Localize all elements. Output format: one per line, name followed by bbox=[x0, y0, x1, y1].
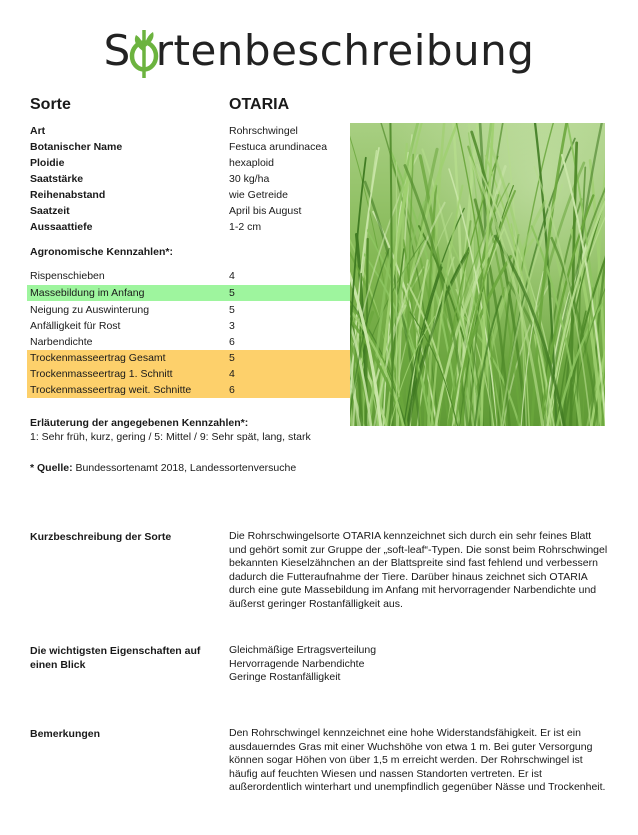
source-note bbox=[30, 462, 296, 474]
source-text: Bundessortenamt 2018, Landessortenversuche bbox=[72, 462, 297, 474]
agronomic-key: Neigung zu Auswinterung bbox=[30, 304, 150, 316]
text-line: häufig auf feuchten Wiesen und nassen Standorten vertreten. Er ist bbox=[229, 767, 542, 780]
meta-key: Aussaattiefe bbox=[30, 221, 93, 233]
text-line: Die Rohrschwingelsorte OTARIA kennzeichnet sich durch ein sehr feines Blatt bbox=[229, 530, 592, 542]
agronomic-key: Narbendichte bbox=[30, 336, 93, 348]
agronomic-value: 4 bbox=[229, 368, 235, 380]
agronomic-value: 6 bbox=[229, 384, 235, 396]
section-text-short-description bbox=[229, 530, 631, 612]
text-line: und gehört somit zur Gruppe der „soft-leaf“-Typen. Die sonst beim Rohrschwingel bbox=[229, 543, 608, 556]
meta-row-art bbox=[0, 125, 350, 141]
logo-text-end: rtenbeschreibung bbox=[155, 26, 535, 75]
agronomic-value: 5 bbox=[229, 287, 235, 299]
meta-value: April bis August bbox=[229, 205, 302, 217]
text-line: ausdauerndes Gras mit einer Wuchshöhe von etwa 1 m. Bei guter Versorgung bbox=[229, 740, 593, 753]
agronomic-key: Anfälligkeit für Rost bbox=[30, 320, 121, 332]
text-line: Hervorragende Narbendichte bbox=[229, 657, 365, 670]
agronomic-row-highlight-orange bbox=[27, 366, 350, 382]
agronomic-row-highlight-orange bbox=[27, 350, 350, 366]
agronomic-row-highlight-orange bbox=[27, 382, 350, 398]
meta-row-ploidy bbox=[0, 157, 350, 173]
meta-row-sowing-time bbox=[0, 205, 350, 221]
variety-label: Sorte bbox=[30, 96, 71, 113]
agronomic-key: Trockenmasseertrag 1. Schnitt bbox=[30, 368, 173, 380]
section-text-remarks bbox=[229, 727, 631, 795]
meta-value: Festuca arundinacea bbox=[229, 141, 328, 153]
meta-value: hexaploid bbox=[229, 157, 274, 169]
logo-text-start: S bbox=[103, 26, 131, 75]
meta-key: Art bbox=[30, 125, 46, 137]
section-title-key-properties: Die wichtigsten Eigenschaften auf einen Blick bbox=[30, 645, 201, 671]
variety-name: OTARIA bbox=[229, 96, 290, 113]
text-line: äußerst geringer Rostanfälligkeit aus. bbox=[229, 597, 403, 610]
logo-plant-icon bbox=[131, 38, 156, 68]
agronomic-row bbox=[27, 268, 350, 284]
text-line: Den Rohrschwingel kennzeichnet eine hohe Widerstandsfähigkeit. Er ist ein bbox=[229, 727, 581, 739]
text-line: dadurch die Futteraufnahme der Tiere. Darüber hinaus zeichnet sich OTARIA bbox=[229, 570, 588, 583]
meta-key: Saatzeit bbox=[30, 205, 70, 217]
text-line: Geringe Rostanfälligkeit bbox=[229, 671, 341, 684]
meta-value: wie Getreide bbox=[229, 189, 288, 201]
explanation-title: Erläuterung der angegebenen Kennzahlen*: bbox=[30, 417, 249, 429]
text-line: bekannten Kieselzähnchen an der Blattspreite sind fast fehlend und verbessern bbox=[229, 557, 598, 570]
meta-value: 30 kg/ha bbox=[229, 173, 270, 185]
text-line: durch eine gute Massebildung im Anfang mit hervorragender Narbendichte und bbox=[229, 584, 597, 597]
agronomic-value: 5 bbox=[229, 304, 235, 316]
explanation-text: 1: Sehr früh, kurz, gering / 5: Mittel / 9: Sehr spät, lang, stark bbox=[30, 431, 311, 443]
agronomic-value: 6 bbox=[229, 336, 235, 348]
section-title-remarks: Bemerkungen bbox=[30, 728, 101, 740]
text-line: Gleichmäßige Ertragsverteilung bbox=[229, 644, 377, 656]
agronomic-value: 3 bbox=[229, 320, 235, 332]
meta-value: Rohrschwingel bbox=[229, 125, 298, 137]
section-title-short-description: Kurzbeschreibung der Sorte bbox=[30, 531, 172, 543]
agronomic-value: 4 bbox=[229, 270, 235, 282]
agronomic-row bbox=[27, 318, 350, 334]
meta-row-sowing-depth bbox=[0, 221, 350, 237]
meta-row-botanical-name bbox=[0, 141, 350, 157]
text-line: können sogar Höhen von über 1,5 m erreicht werden. Der Rohrschwingel ist bbox=[229, 754, 583, 767]
agronomic-key: Trockenmasseertrag Gesamt bbox=[30, 352, 166, 364]
meta-key: Ploidie bbox=[30, 157, 65, 169]
source-label: * Quelle: bbox=[30, 462, 73, 474]
meta-key: Botanischer Name bbox=[30, 141, 123, 153]
text-line: außerordentlich winterhart und unempfindlich gegenüber Nässe und Trockenheit. bbox=[229, 781, 606, 794]
agronomic-row-highlight-green bbox=[27, 285, 350, 301]
agronomic-key: Massebildung im Anfang bbox=[30, 287, 145, 299]
agronomic-key: Trockenmasseertrag weit. Schnitte bbox=[30, 384, 192, 396]
document-logo bbox=[0, 26, 638, 76]
meta-row-seed-rate bbox=[0, 173, 350, 189]
agronomic-row bbox=[27, 334, 350, 350]
agronomic-value: 5 bbox=[229, 352, 235, 364]
meta-value: 1-2 cm bbox=[229, 221, 262, 233]
meta-key: Saatstärke bbox=[30, 173, 84, 185]
meta-key: Reihenabstand bbox=[30, 189, 106, 201]
meta-row-row-spacing bbox=[0, 189, 350, 205]
grass-photo bbox=[350, 123, 605, 426]
section-text-key-properties bbox=[229, 644, 631, 685]
agronomic-title: Agronomische Kennzahlen*: bbox=[30, 246, 173, 258]
agronomic-key: Rispenschieben bbox=[30, 270, 105, 282]
agronomic-row bbox=[27, 302, 350, 318]
